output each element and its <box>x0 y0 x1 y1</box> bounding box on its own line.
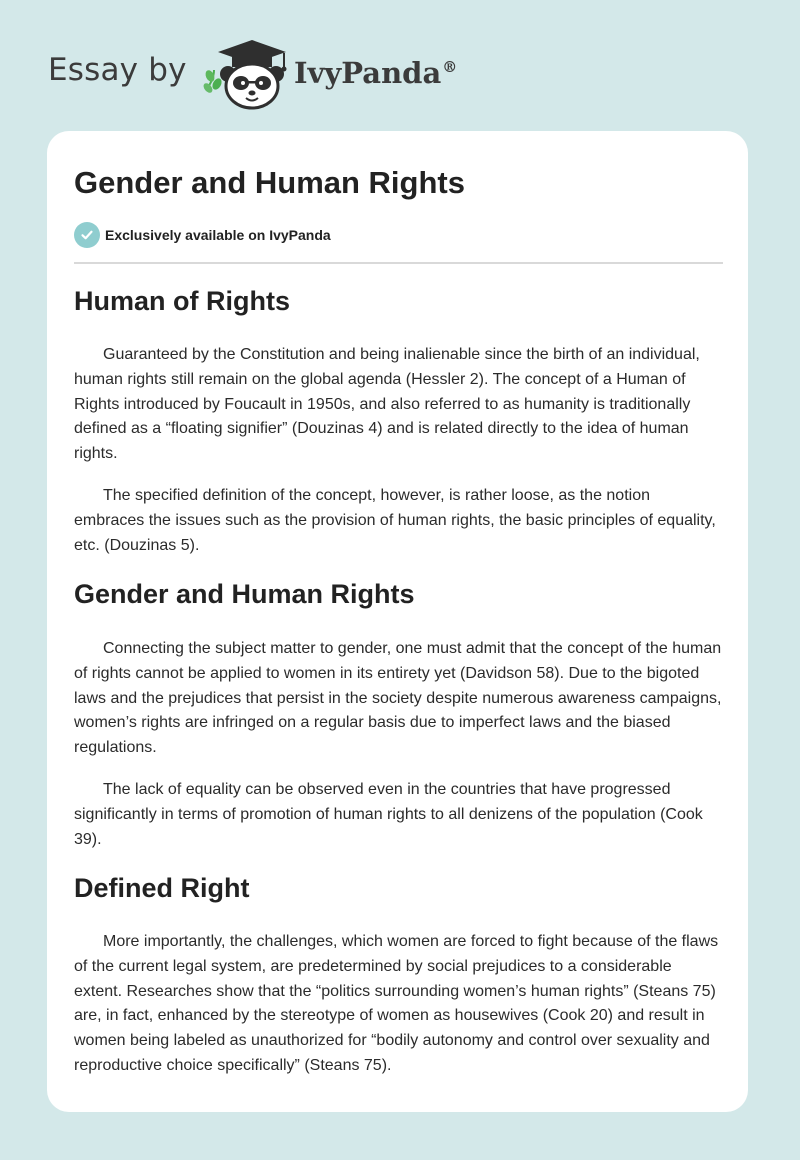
check-circle-icon <box>74 222 100 248</box>
site-header <box>0 0 800 130</box>
brand-name <box>294 56 457 90</box>
paragraph: Guaranteed by the Constitution and being inalienable since the birth of an individual, human rights still remain on the global agenda (Hessler 2). The concept of a Human of Rights introduced by Foucault in 1950s, and also referred to as humanity is traditionally defined as a “floating signifier” (Douzinas 4) and is related directly to the idea of human rights. <box>74 346 700 463</box>
paragraph: The lack of equality can be observed even in the countries that have progressed significantly in terms of promotion of human rights to all denizens of the population (Cook 39). <box>74 781 703 848</box>
section-heading: Gender and Human Rights <box>74 579 415 609</box>
badge-label: Exclusively available on IvyPanda <box>105 227 331 243</box>
brand-label: IvyPanda <box>294 56 442 90</box>
paragraph: The specified definition of the concept, however, is rather loose, as the notion embraces the issues such as the provision of human rights, the basic principles of equality, etc. (Douzinas 5). <box>74 487 716 554</box>
exclusive-badge <box>74 222 331 248</box>
paragraph: More importantly, the challenges, which women are forced to fight because of the flaws of the current legal system, are predetermined by social prejudices to a considerable extent. Researches show that the “politics surrounding women’s human rights” (Steans 75) are, in fact, enhanced by the stereotype of women as housewives (Cook 20) and result in women being labeled as unauthorized for “bodily autonomy and control over sexuality and reproductive choice specifically” (Steans 75). <box>74 933 719 1074</box>
title-divider <box>74 262 723 264</box>
panda-logo-icon <box>200 36 292 110</box>
essay-title: Gender and Human Rights <box>74 165 465 200</box>
section-heading: Defined Right <box>74 873 250 903</box>
essay-by-label: Essay by <box>48 52 187 88</box>
section-heading: Human of Rights <box>74 286 290 316</box>
registered-mark: ® <box>442 58 458 77</box>
essay-card <box>47 131 748 1112</box>
paragraph: Connecting the subject matter to gender, one must admit that the concept of the human of rights cannot be applied to women in its entirety yet (Davidson 58). Due to the bigoted laws and the prejudices that persist in the society despite numerous awareness campaigns, women’s rights are infringed on a regular basis due to imperfect laws and the biased regulations. <box>74 640 722 757</box>
